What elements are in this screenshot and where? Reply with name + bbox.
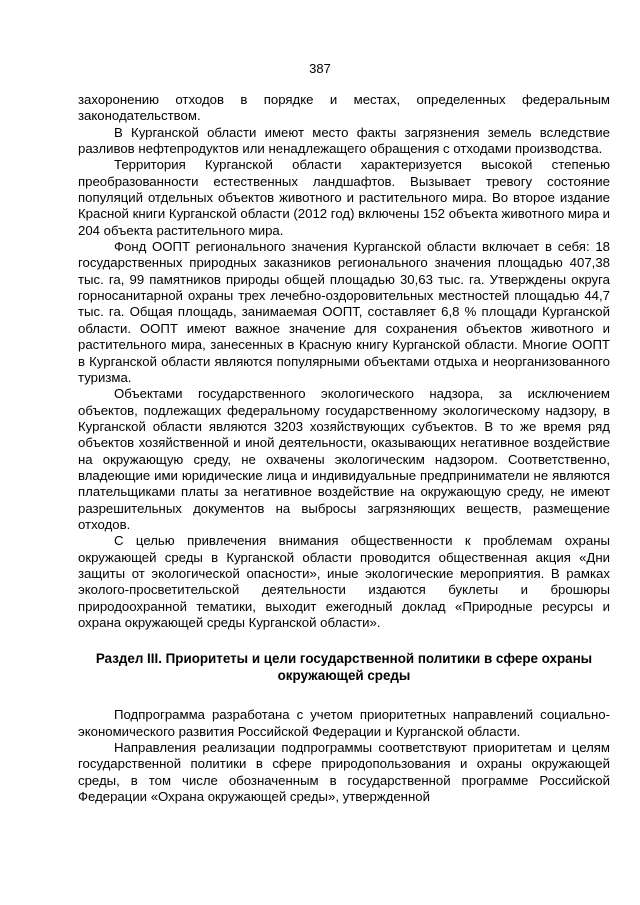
paragraphs-after-heading [78,707,610,805]
paragraph-subprogram-priorities: Подпрограмма разработана с учетом приоритетных направлений социально-экономического развития Российской Федерации и Курганской области. [78,707,610,739]
paragraphs-before-heading [78,92,610,631]
section-heading [78,650,610,684]
paragraph-public-awareness: С целью привлечения внимания общественности к проблемам охраны окружающей среды в Курганской области проводится общественная акция «Дни защиты от экологической опасности», иные экологические мероприятия. В рамках эколого-просветительской деятельности издаются буклеты и брошюры природоохранной тематики, выходит ежегодный доклад «Природные ресурсы и охрана окружающей среды Курганской области». [78,533,610,630]
paragraph-protected-areas: Фонд ООПТ регионального значения Курганской области включает в себя: 18 государственных природных заказников регионального значения площадью 407,38 тыс. га, 99 памятников природы общей площадью 30,63 тыс. га. Утверждены округа горносанитарной охраны трех лечебно-оздоровительных местностей площадью 44,7 тыс. га. Общая площадь, занимаемая ООПТ, составляет 6,8 % площади Курганской области. ООПТ имеют важное значение для сохранения объектов животного и растительного мира, занесенных в Красную книгу Курганской области. Многие ООПТ в Курганской области являются популярными объектами отдыха и неорганизованного туризма. [78,239,610,385]
paragraph-implementation-directions: Направления реализации подпрограммы соответствуют приоритетам и целям государственной политики в сфере природопользования и охраны окружающей среды, в том числе обозначенным в государственной программе Российской Федерации «Охрана окружающей среды», утвержденной [78,740,610,805]
paragraph-landscape-red-book: Территория Курганской области характеризуется высокой степенью преобразованности естественных ландшафтов. Вызывает тревогу состояние популяций отдельных объектов животного и растительного мира. Во второе издание Красной книги Курганской области (2012 год) включены 152 объекта животного мира и 204 объекта растительного мира. [78,157,610,238]
section-heading-line-1: Раздел III. Приоритеты и цели государственной политики в сфере охраны [95,651,593,667]
paragraph-waste-burial: захоронению отходов в порядке и местах, определенных федеральным законодательством. [78,92,610,124]
paragraph-land-pollution: В Курганской области имеют место факты загрязнения земель вследствие разливов нефтепродуктов или ненадлежащего обращения с отходами производства. [78,124,610,157]
page-number: 387 [309,61,331,76]
paragraph-ecological-supervision: Объектами государственного экологического надзора, за исключением объектов, подлежащих федеральному государственному экологическому надзору, в Курганской области являются 3203 хозяйствующих субъектов. В то же время ряд объектов хозяйственной и иной деятельности, оказывающих негативное воздействие на окружающую среду, не охвачены экологическим надзором. Соответственно, владеющие ими юридические лица и индивидуальные предприниматели не являются плательщиками платы за негативное воздействие на окружающую среду, не имеют разрешительных документов на выбросы загрязняющих веществ, размещение отходов. [78,386,610,532]
section-heading-line-2: окружающей среды [277,668,411,684]
document-body [78,92,610,805]
